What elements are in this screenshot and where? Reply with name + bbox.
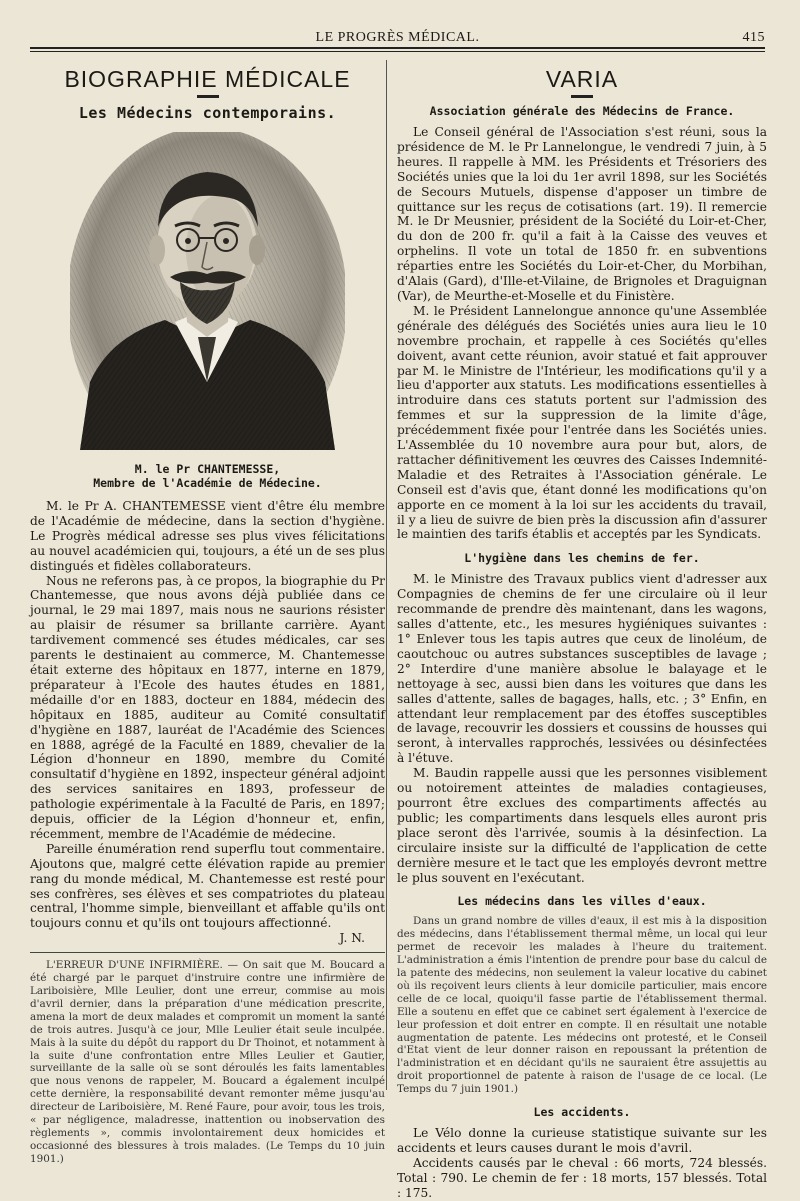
bio-paragraph: M. le Pr A. CHANTEMESSE vient d'être élu membre de l'Académie de médecine, dans la section d'hygiène. Le Progrès médical adresse ses plus vives félicitations au nouvel académicien qui, toujours, a été un de ses plus distingués et fidèles collaborateurs. (30, 499, 385, 573)
page-header (30, 28, 765, 48)
article-paragraph: Accidents causés par le cheval : 66 morts, 724 blessés. Total : 790. Le chemin de fer : 18 morts, 157 blessés. Total : 175. (397, 1155, 767, 1200)
article-heading: Les médecins dans les villes d'eaux. (457, 894, 707, 909)
bio-paragraph: Pareille énumération rend superflu tout commentaire. Ajoutons que, malgré cette élévation rapide au premier rang du monde médical, M. Chantemesse est resté pour ses confrères, ses élèves et ses compatriotes du plateau central, l'homme simple, bienveillant et affable qu'ils ont toujours connu et qu'ils ont toujours affectionné. (30, 841, 385, 931)
title-dash (571, 95, 593, 98)
small-print-article (397, 915, 767, 1096)
article-subtitle: Les Médecins contemporains. (78, 104, 337, 122)
right-column (397, 60, 767, 1201)
bio-paragraph: Nous ne referons pas, à ce propos, la biographie du Pr Chantemesse, que nous avons déjà publiée dans ce journal, le 29 mai 1897, mais nous ne saurions résister au plaisir de résumer sa brillante carrière. Ayant tardivement commencé ses études médicales, car ses parents le destinaient au commerce, M. Chantemesse était externe des hôpitaux en 1877, interne en 1879, préparateur à l'Ecole des hautes études en 1881, médaille d'or en 1883, docteur en 1884, médecin des hôpitaux en 1885, auditeur au Comité consultatif d'hygiène en 1887, lauréat de l'Académie des Sciences en 1888, agrégé de la Faculté en 1889, chevalier de la Légion d'honneur en 1890, membre du Comité consultatif d'hygiène en 1892, inspecteur général adjoint des services sanitaires en 1893, professeur de pathologie expérimentale à la Faculté de Paris, en 1897; depuis, officier de la Légion d'honneur et, enfin, récemment, membre de l'Académie de médecine. (30, 573, 385, 841)
article-heading: L'hygiène dans les chemins de fer. (464, 551, 700, 566)
left-column (30, 60, 385, 1166)
portrait-caption (30, 462, 385, 490)
header-rule-thin (30, 51, 765, 52)
news-brief-paragraph: L'ERREUR D'UNE INFIRMIÈRE. — On sait que M. Boucard a été chargé par le parquet d'instruire contre une infirmière de Lariboisière, Mlle Leulier, dont une erreur, commise au mois d'avril dernier, dans la préparation d'une médication prescrite, amena la mort de deux malades et compromit un moment la santé de trois autres. Jusqu'à ce jour, Mlle Leulier était seule inculpée. Mais à la suite du dépôt du rapport du Dr Thoinot, et notamment à la suite d'une confrontation entre Mlles Leulier et Gautier, surveillante de la salle où se sont déroulés les faits lamentables que nous venons de rappeler, M. Boucard a également inculpé cette dernière, la responsabilité devant remonter même jusqu'au directeur de Lariboisière, M. René Faure, pour avoir, tous les trois, « par négligence, maladresse, inattention ou inobservation des règlements », commis involontairement deux homicides et occasionné des blessures à trois malades. (Le Temps du 10 juin 1901.) (30, 959, 385, 1165)
portrait-engraving (70, 132, 345, 450)
article-paragraph: M. le Président Lannelongue annonce qu'une Assemblée générale des délégués des Sociétés unies aura lieu le 10 novembre prochain, et rappelle à ces Sociétés qu'elles doivent, avant cette réunion, avoir statué et fait approuver par M. le Ministre de l'Intérieur, les modifications qu'il y a lieu d'apporter aux statuts. Les modifications essentielles à introduire dans ces statuts portent sur l'admission des femmes et sur la suppression de la limite d'âge, précédemment fixée pour l'entrée dans les Sociétés unies. L'Assemblée du 10 novembre aura pour but, alors, de rattacher définitivement les œuvres des Caisses Indemnité-Maladie et des Retraites à l'Association générale. Le Conseil est d'avis que, étant donné les modifications qu'on apporte en ce moment à la loi sur les accidents du travail, il y a lieu de suivre de bien près la discussion afin d'assurer le maintien des tarifs établis et acceptés par les Syndicats. (397, 303, 767, 542)
biography-body (30, 499, 385, 946)
header-rule (30, 47, 765, 49)
section-title-biographie: BIOGRAPHIE MÉDICALE (64, 66, 351, 92)
section-separator (30, 952, 385, 953)
title-dash (197, 95, 219, 98)
portrait-illustration (70, 132, 345, 450)
caption-name: M. le Pr CHANTEMESSE, (134, 462, 281, 476)
article-paragraph: Le Conseil général de l'Association s'est réuni, sous la présidence de M. le Pr Lannelongue, le vendredi 7 juin, à 5 heures. Il rappelle à MM. les Présidents et Trésoriers des Sociétés unies que la loi du 1er avril 1898, sur les Sociétés de Secours Mutuels, dispense d'apposer un timbre de quittance sur les reçus de cotisations (art. 19). Il remercie M. le Dr Meusnier, président de la Société du Loir-et-Cher, du don de 200 fr. qu'il a fait à la Caisse des veuves et orphelins. Il vote un total de 1850 fr. en subventions réparties entre les Sociétés du Loir-et-Cher, du Morbihan, d'Alais (Gard), d'Ille-et-Vilaine, de Brignoles et Draguignan (Var), de Meurthe-et-Moselle et du Finistère. (397, 125, 767, 303)
article-paragraph: Dans un grand nombre de villes d'eaux, il est mis à la disposition des médecins, dans l'établissement thermal même, un local qui leur permet de recevoir les malades à l'heure du traitement. L'administration a émis l'intention de prendre pour base du calcul de la patente des médecins, non seulement la valeur locative du cabinet où ils reçoivent leurs clients à leur domicile particulier, mais encore celle de ce local, quoiqu'il fasse partie de l'établissement thermal. Elle a soutenu en effet que ce cabinet sert également à l'exercice de leur profession et doit entrer en compte. Il en résultait une notable augmentation de patente. Les médecins ont protesté, et le Conseil d'Etat vient de leur donner raison en repoussant la prétention de l'administration et en décidant qu'ils ne sauraient être assujettis au droit proportionnel de patente à raison de l'usage de ce local. (Le Temps du 7 juin 1901.) (397, 915, 767, 1096)
column-divider (386, 60, 387, 1090)
news-brief (30, 959, 385, 1166)
article-paragraph: M. le Ministre des Travaux publics vient d'adresser aux Compagnies de chemins de fer une circulaire où il leur recommande de prendre dès maintenant, dans les wagons, salles d'attente, etc., les mesures hygiéniques suivantes : 1° Enlever tous les tapis autres que ceux de linoléum, de caoutchouc ou autres substances susceptibles de lavage ; 2° Interdire d'une manière absolue le balayage et le nettoyage à sec, aussi bien dans les voitures que dans les salles d'attente, salles de bagages, halls, etc. ; 3° Enfin, en attendant leur remplacement par des étoffes susceptibles de lavage, recouvrir les dossiers et coussins de housses qui seront, à intervalles rapprochés, lessivées ou désinfectées à l'étuve. (397, 572, 767, 766)
page-number: 415 (742, 30, 765, 45)
journal-title: LE PROGRÈS MÉDICAL. (315, 30, 480, 45)
article-heading: Les accidents. (533, 1105, 631, 1120)
article-paragraph: Le Vélo donne la curieuse statistique suivante sur les accidents et leurs causes durant le mois d'avril. (397, 1126, 767, 1155)
article-heading: Association générale des Médecins de France. (429, 104, 735, 118)
article-paragraph: M. Baudin rappelle aussi que les personnes visiblement ou notoirement atteintes de maladies contagieuses, pourront être exclues des compartiments affectés au public; les compartiments dans lesquels elles auront pris place seront dès l'arrivée, soumis à la désinfection. La circulaire insiste sur la difficulté de l'application de cette dernière mesure et le tact que les employés devront mettre le plus souvent en l'exécutant. (397, 766, 767, 885)
caption-role: Membre de l'Académie de Médecine. (93, 476, 322, 490)
section-title-varia: VARIA (545, 66, 619, 92)
author-signature: J. N. (339, 931, 365, 946)
